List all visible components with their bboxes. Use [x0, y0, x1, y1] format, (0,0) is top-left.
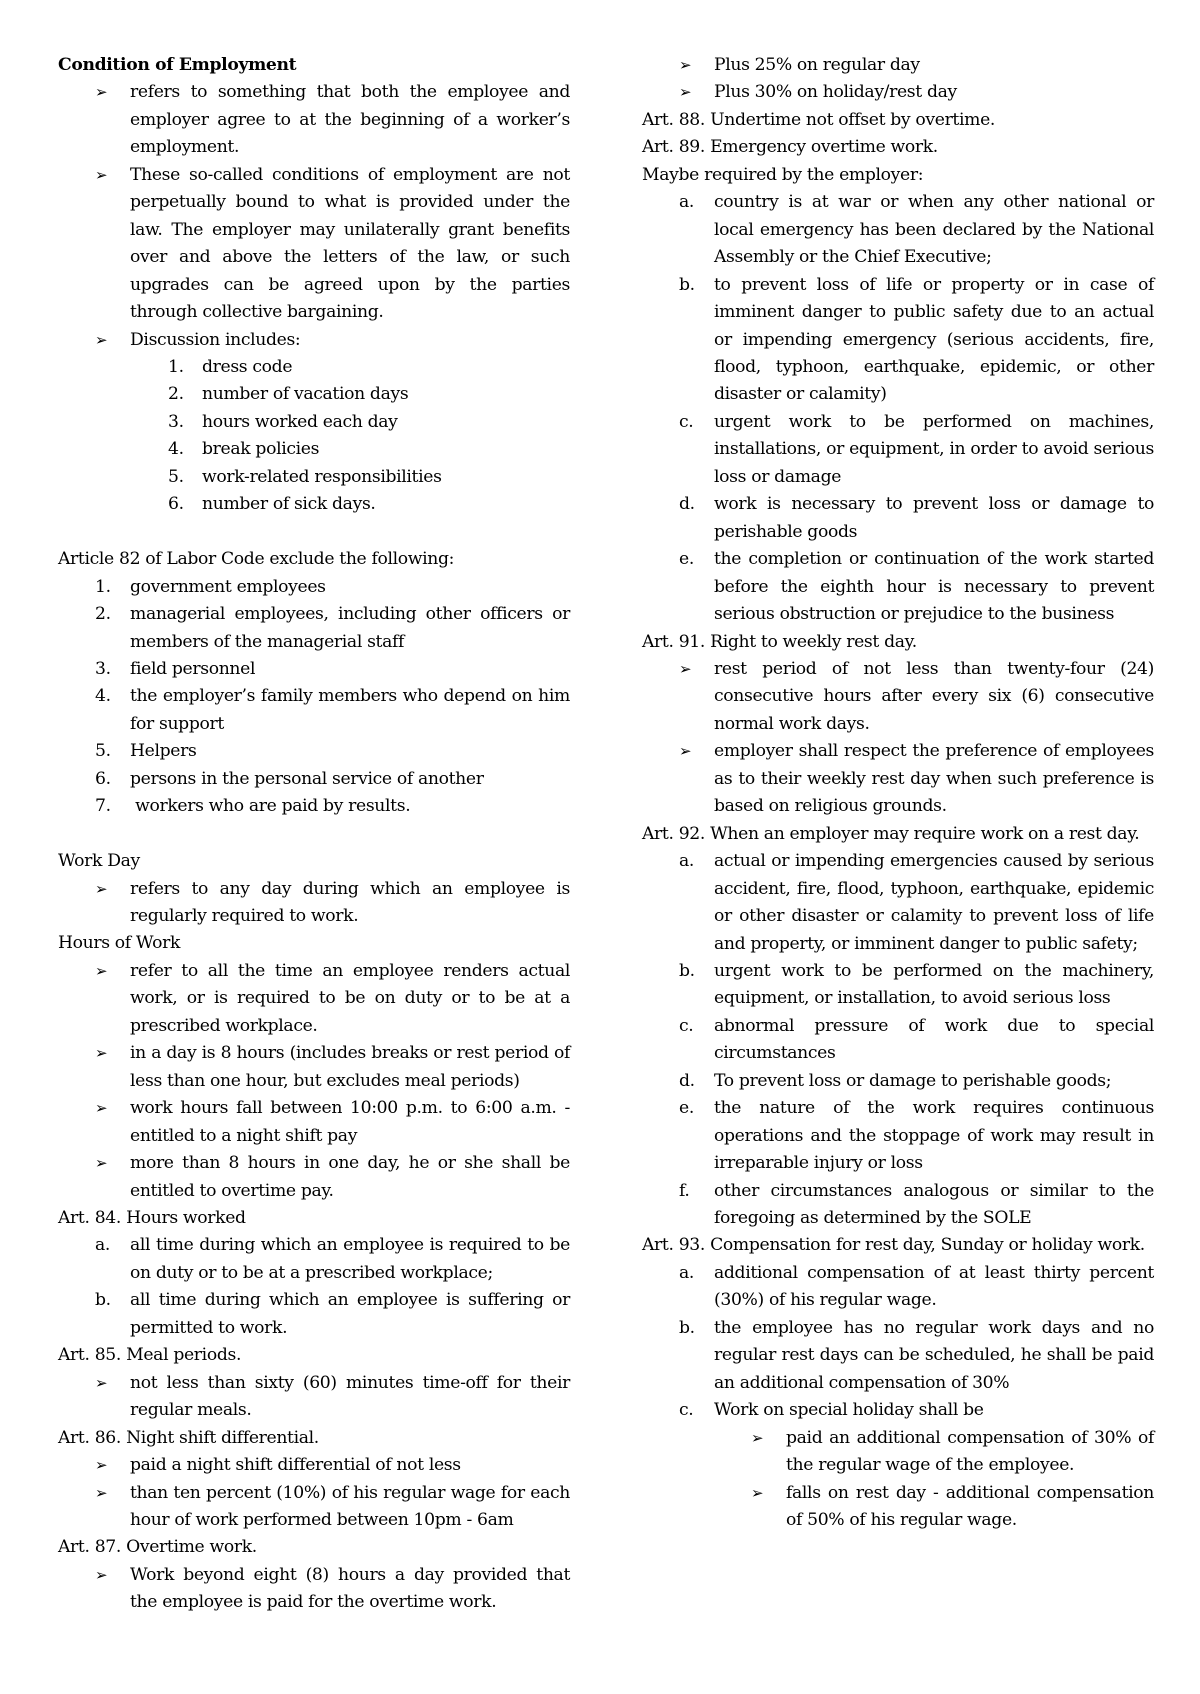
workday-heading: Work Day — [58, 851, 140, 872]
arrow-bullet-icon: ➢ — [95, 330, 108, 349]
numbered-item — [58, 574, 570, 601]
item-number: 4. — [95, 686, 111, 707]
left-column — [58, 52, 570, 1617]
item-number: 6. — [95, 768, 111, 789]
art92-heading: Art. 92. When an employer may require work on a rest day. — [642, 823, 1140, 844]
item-text: field personnel — [130, 658, 256, 679]
art86-heading: Art. 86. Night shift differential. — [58, 1427, 319, 1448]
item-text: the completion or continuation of the work started before the eighth hour is necessary to prevent serious obstruction or prejudice to the business — [714, 549, 1154, 625]
bullet-text: paid a night shift differential of not less — [130, 1455, 461, 1476]
lettered-item — [642, 1397, 1154, 1424]
bullet-item — [58, 1452, 570, 1479]
item-text: the employer’s family members who depend on him for support — [130, 686, 570, 734]
bullet-item — [58, 1562, 570, 1617]
lettered-item — [642, 189, 1154, 271]
lettered-item — [642, 409, 1154, 491]
item-number: 4. — [168, 439, 184, 460]
lettered-item — [58, 1232, 570, 1287]
bullet-item — [58, 1040, 570, 1095]
arrow-bullet-icon: ➢ — [679, 659, 692, 678]
item-letter: d. — [679, 1070, 695, 1091]
bullet-text: rest period of not less than twenty-four (24) consecutive hours after every six (6) consecutive normal work days. — [714, 658, 1154, 734]
art88-heading: Art. 88. Undertime not offset by overtime. — [642, 109, 996, 130]
item-text: number of vacation days — [202, 384, 409, 405]
bullet-text: Work beyond eight (8) hours a day provided that the employee is paid for the overtime work. — [130, 1564, 570, 1613]
numbered-item — [58, 683, 570, 738]
item-text: Work on special holiday shall be — [714, 1400, 984, 1421]
arrow-bullet-icon: ➢ — [95, 165, 108, 184]
bullet-item — [642, 1425, 1154, 1480]
arrow-bullet-icon: ➢ — [751, 1483, 764, 1502]
bullet-item — [58, 1095, 570, 1150]
bullet-text: falls on rest day - additional compensation of 50% of his regular wage. — [786, 1482, 1154, 1531]
may-be-required-text: Maybe required by the employer: — [642, 164, 924, 185]
arrow-bullet-icon: ➢ — [95, 1154, 108, 1173]
art93-heading: Art. 93. Compensation for rest day, Sunday or holiday work. — [642, 1235, 1145, 1256]
item-text: To prevent loss or damage to perishable goods; — [714, 1070, 1112, 1091]
numbered-item — [58, 656, 570, 683]
item-letter: c. — [679, 411, 694, 432]
arrow-bullet-icon: ➢ — [95, 83, 108, 102]
spacer — [58, 519, 570, 546]
item-letter: e. — [679, 549, 694, 570]
numbered-item — [58, 436, 570, 463]
bullet-text: Plus 30% on holiday/rest day — [714, 82, 957, 103]
item-letter: a. — [95, 1235, 111, 1256]
bullet-item — [58, 1480, 570, 1535]
item-text: hours worked each day — [202, 411, 398, 432]
item-letter: c. — [679, 1400, 694, 1421]
item-text: managerial employees, including other officers or members of the managerial staff — [130, 604, 570, 652]
item-text: all time during which an employee is suffering or permitted to work. — [130, 1290, 570, 1338]
lettered-item — [642, 491, 1154, 546]
item-letter: f. — [679, 1180, 690, 1201]
arrow-bullet-icon: ➢ — [679, 56, 692, 74]
art91-heading: Art. 91. Right to weekly rest day. — [642, 631, 917, 652]
bullet-item — [642, 738, 1154, 820]
item-letter: b. — [679, 960, 695, 981]
art82-heading: Article 82 of Labor Code exclude the following: — [58, 549, 455, 570]
item-letter: b. — [679, 274, 695, 295]
lettered-item — [642, 1178, 1154, 1233]
item-letter: a. — [679, 192, 695, 213]
item-letter: a. — [679, 851, 695, 872]
arrow-bullet-icon: ➢ — [95, 1044, 108, 1063]
bullet-item — [642, 656, 1154, 738]
item-text: actual or impending emergencies caused by serious accident, fire, flood, typhoon, earthquake, epidemic or other disaster or calamity to prevent loss of life and property, or imminent danger to public safety; — [714, 851, 1154, 954]
item-number: 6. — [168, 494, 184, 515]
item-text: the nature of the work requires continuous operations and the stoppage of work may result in irreparable injury or loss — [714, 1098, 1154, 1174]
bullet-text: in a day is 8 hours (includes breaks or rest period of less than one hour, but excludes meal periods) — [130, 1043, 570, 1091]
right-column — [642, 52, 1154, 1534]
arrow-bullet-icon: ➢ — [95, 1565, 108, 1584]
item-text: all time during which an employee is required to be on duty or to be at a prescribed workplace; — [130, 1235, 570, 1283]
arrow-bullet-icon: ➢ — [751, 1428, 764, 1447]
art89-heading: Art. 89. Emergency overtime work. — [642, 137, 938, 158]
bullet-text: work hours fall between 10:00 p.m. to 6:00 a.m. - entitled to a night shift pay — [130, 1098, 570, 1146]
lettered-item — [642, 546, 1154, 628]
bullet-text: refers to something that both the employee and employer agree to at the beginning of a worker’s employment. — [130, 82, 570, 158]
lettered-item — [642, 958, 1154, 1013]
bullet-text: not less than sixty (60) minutes time-off for their regular meals. — [130, 1372, 570, 1421]
bullet-text: Discussion includes: — [130, 329, 301, 350]
lettered-item — [642, 1013, 1154, 1068]
bullet-item — [58, 1370, 570, 1425]
item-text: break policies — [202, 439, 320, 460]
bullet-item — [58, 162, 570, 327]
item-letter: e. — [679, 1098, 694, 1119]
item-number: 1. — [95, 576, 111, 597]
bullet-item — [58, 1150, 570, 1205]
item-letter: d. — [679, 494, 695, 515]
item-number: 5. — [95, 741, 111, 762]
arrow-bullet-icon: ➢ — [95, 1373, 108, 1392]
numbered-item — [58, 601, 570, 656]
lettered-item — [642, 272, 1154, 409]
item-text: country is at war or when any other national or local emergency has been declared by the National Assembly or the Chief Executive; — [714, 192, 1154, 268]
bullet-text: refers to any day during which an employee is regularly required to work. — [130, 878, 570, 927]
item-number: 2. — [168, 384, 184, 405]
item-letter: a. — [679, 1262, 695, 1283]
arrow-bullet-icon: ➢ — [95, 1099, 108, 1118]
item-text: to prevent loss of life or property or in case of imminent danger to public safety due to an actual or impending emergency (serious accidents, fire, flood, typhoon, earthquake, epidemic, or other disaster or calamity) — [714, 274, 1154, 405]
item-letter: b. — [679, 1317, 695, 1338]
item-number: 1. — [168, 356, 184, 377]
bullet-text: than ten percent (10%) of his regular wage for each hour of work performed between 10pm - 6am — [130, 1482, 570, 1530]
item-text: urgent work to be performed on the machinery, equipment, or installation, to avoid serious loss — [714, 960, 1154, 1009]
arrow-bullet-icon: ➢ — [95, 1483, 108, 1502]
condition-heading: Condition of Employment — [58, 55, 297, 75]
item-letter: c. — [679, 1015, 694, 1036]
item-text: abnormal pressure of work due to special circumstances — [714, 1015, 1154, 1064]
numbered-item — [58, 409, 570, 436]
lettered-item — [642, 1260, 1154, 1315]
item-letter: b. — [95, 1290, 111, 1311]
bullet-item — [642, 52, 1154, 79]
bullet-text: Plus 25% on regular day — [714, 55, 920, 75]
numbered-item — [58, 491, 570, 518]
item-text: Helpers — [130, 741, 197, 762]
arrow-bullet-icon: ➢ — [95, 879, 108, 898]
art84-heading: Art. 84. Hours worked — [58, 1208, 246, 1228]
lettered-item — [58, 1287, 570, 1342]
item-text: persons in the personal service of another — [130, 768, 484, 789]
bullet-item — [58, 958, 570, 1040]
item-text: work-related responsibilities — [202, 466, 442, 487]
lettered-item — [642, 848, 1154, 958]
bullet-item — [642, 79, 1154, 106]
arrow-bullet-icon: ➢ — [95, 961, 108, 980]
bullet-text: paid an additional compensation of 30% of the regular wage of the employee. — [786, 1427, 1154, 1476]
item-number: 2. — [95, 604, 111, 625]
bullet-item — [58, 327, 570, 354]
item-text: number of sick days. — [202, 494, 376, 515]
item-text: work is necessary to prevent loss or damage to perishable goods — [714, 494, 1154, 542]
item-number: 5. — [168, 466, 184, 487]
numbered-item — [58, 738, 570, 765]
item-number: 3. — [168, 411, 184, 432]
item-text: additional compensation of at least thirty percent (30%) of his regular wage. — [714, 1262, 1154, 1311]
numbered-item — [58, 464, 570, 491]
lettered-item — [642, 1095, 1154, 1177]
bullet-item — [58, 79, 570, 161]
bullet-text: refer to all the time an employee renders actual work, or is required to be on duty or to be at a prescribed workplace. — [130, 960, 570, 1036]
hours-heading: Hours of Work — [58, 933, 181, 954]
bullet-item — [642, 1480, 1154, 1535]
bullet-text: These so-called conditions of employment are not perpetually bound to what is provided under the law. The employer may unilaterally grant benefits over and above the letters of the law, or such upgrades can be agreed upon by the parties through collective bargaining. — [130, 164, 570, 323]
numbered-item — [58, 354, 570, 381]
numbered-item — [58, 793, 570, 820]
bullet-text: employer shall respect the preference of employees as to their weekly rest day when such preference is based on religious grounds. — [714, 741, 1154, 817]
item-number: 3. — [95, 658, 111, 679]
item-text: dress code — [202, 356, 293, 377]
item-text: other circumstances analogous or similar to the foregoing as determined by the SOLE — [714, 1180, 1154, 1229]
numbered-item — [58, 766, 570, 793]
art87-heading: Art. 87. Overtime work. — [58, 1537, 257, 1558]
item-text: workers who are paid by results. — [130, 796, 411, 817]
arrow-bullet-icon: ➢ — [679, 83, 692, 102]
lettered-item — [642, 1068, 1154, 1095]
item-text: government employees — [130, 576, 326, 597]
item-number: 7. — [95, 796, 111, 817]
item-text: urgent work to be performed on machines, installations, or equipment, in order to avoid serious loss or damage — [714, 411, 1154, 487]
art85-heading: Art. 85. Meal periods. — [58, 1345, 242, 1366]
arrow-bullet-icon: ➢ — [679, 742, 692, 761]
item-text: the employee has no regular work days and no regular rest days can be scheduled, he shall be paid an additional compensation of 30% — [714, 1317, 1154, 1393]
spacer — [58, 821, 570, 848]
lettered-item — [642, 1315, 1154, 1397]
bullet-item — [58, 876, 570, 931]
bullet-text: more than 8 hours in one day, he or she shall be entitled to overtime pay. — [130, 1153, 570, 1201]
numbered-item — [58, 381, 570, 408]
arrow-bullet-icon: ➢ — [95, 1456, 108, 1475]
